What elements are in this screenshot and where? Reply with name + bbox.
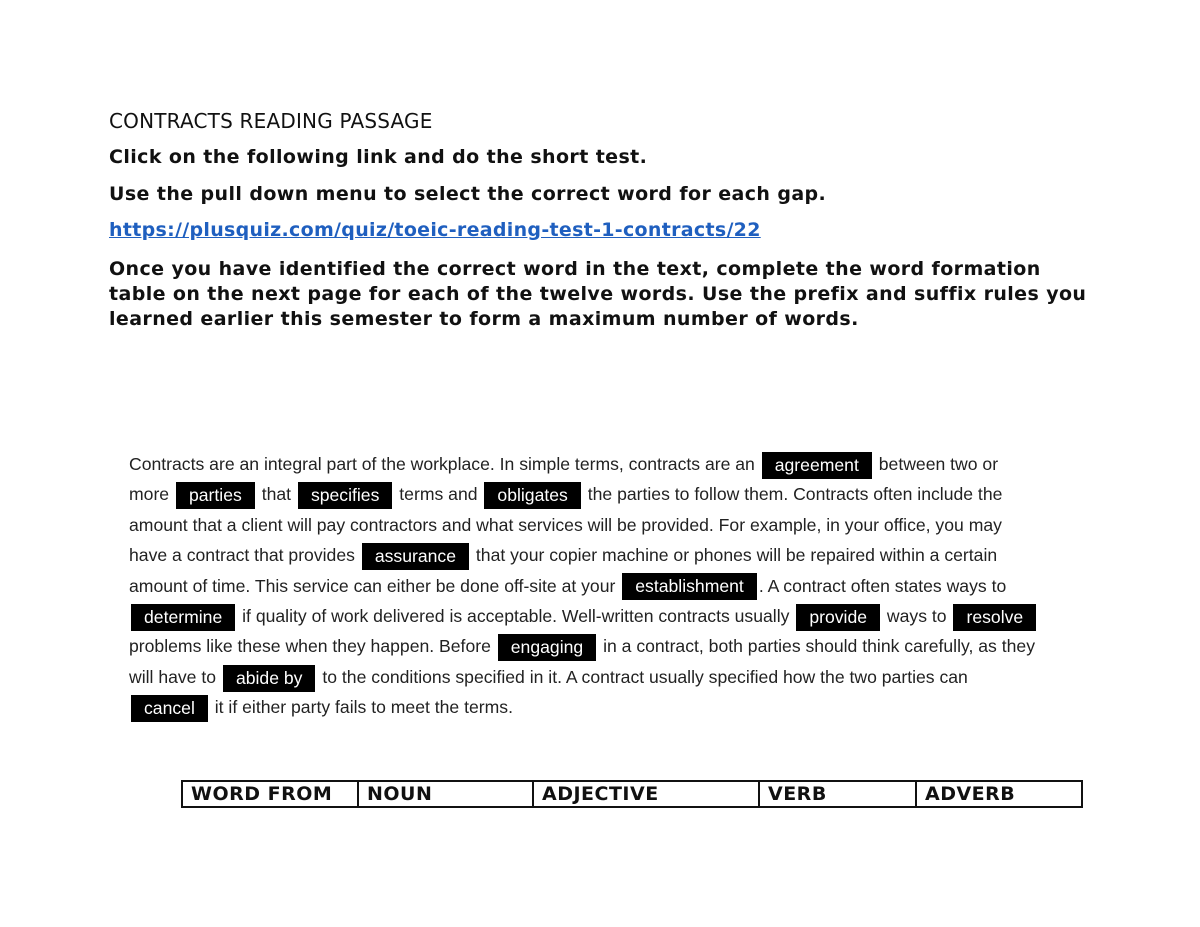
gap-select-specifies[interactable]: specifies bbox=[298, 482, 392, 509]
gap-select-resolve[interactable]: resolve bbox=[953, 604, 1036, 631]
passage-text: Contracts are an integral part of the workplace. In simple terms, contracts are an bbox=[129, 454, 755, 474]
passage-line bbox=[129, 540, 1094, 570]
instruction-click-link: Click on the following link and do the short test. bbox=[109, 146, 648, 168]
passage-text: if quality of work delivered is acceptable. Well-written contracts usually bbox=[242, 605, 790, 626]
gap-select-establishment[interactable]: establishment bbox=[622, 573, 757, 600]
passage-text: the parties to follow them. Contracts often include the bbox=[587, 484, 1003, 505]
column-header-word-from: WORD FROM bbox=[182, 781, 358, 807]
reading-passage bbox=[129, 449, 1094, 723]
word-formation-table bbox=[181, 780, 1083, 808]
column-header-verb: VERB bbox=[759, 781, 916, 807]
passage-text: ways to bbox=[886, 605, 947, 626]
passage-text: more bbox=[129, 484, 170, 505]
passage-text: amount that a client will pay contractors and what services will be provided. For example, in your office, you may bbox=[129, 514, 1002, 535]
passage-line bbox=[129, 479, 1094, 509]
passage-text: it if either party fails to meet the terms. bbox=[214, 697, 513, 718]
gap-select-determine[interactable]: determine bbox=[131, 604, 235, 631]
passage-text: that your copier machine or phones will be repaired within a certain bbox=[475, 545, 998, 566]
column-header-adjective: ADJECTIVE bbox=[533, 781, 759, 807]
passage-line bbox=[129, 571, 1094, 601]
instruction-pull-down: Use the pull down menu to select the correct word for each gap. bbox=[109, 183, 827, 205]
passage-text: in a contract, both parties should think carefully, as they bbox=[603, 636, 1035, 657]
gap-select-parties[interactable]: parties bbox=[176, 482, 255, 509]
gap-select-engaging[interactable]: engaging bbox=[498, 634, 596, 661]
passage-line bbox=[129, 662, 1094, 692]
passage-text: terms and bbox=[399, 484, 478, 505]
passage-text: have a contract that provides bbox=[129, 545, 355, 566]
gap-select-agreement[interactable]: agreement bbox=[762, 452, 872, 479]
gap-select-provide[interactable]: provide bbox=[796, 604, 880, 631]
passage-text: to the conditions specified in it. A contract usually specified how the two parties can bbox=[322, 666, 968, 687]
passage-text: that bbox=[261, 484, 292, 505]
gap-select-cancel[interactable]: cancel bbox=[131, 695, 208, 722]
passage-line bbox=[129, 631, 1094, 661]
gap-select-abide-by[interactable]: abide by bbox=[223, 665, 316, 692]
passage-line bbox=[129, 692, 1094, 722]
column-header-adverb: ADVERB bbox=[916, 781, 1082, 807]
passage-line bbox=[129, 601, 1094, 631]
passage-text: . A contract often states ways to bbox=[758, 575, 1007, 596]
gap-select-assurance[interactable]: assurance bbox=[362, 543, 469, 570]
page-title: CONTRACTS READING PASSAGE bbox=[109, 109, 433, 133]
passage-text: problems like these when they happen. Before bbox=[129, 636, 491, 657]
passage-line bbox=[129, 510, 1094, 540]
passage-line bbox=[129, 449, 1094, 479]
quiz-link[interactable]: https://plusquiz.com/quiz/toeic-reading-test-1-contracts/22 bbox=[109, 219, 761, 241]
passage-text: will have to bbox=[129, 666, 217, 687]
passage-text: between two or bbox=[878, 454, 999, 474]
table-header-row bbox=[182, 781, 1082, 807]
instruction-paragraph: Once you have identified the correct word in the text, complete the word formation table on the next page for each of the twelve words. Use the prefix and suffix rules you learned earlier this semester to form a maximum number of words. bbox=[109, 258, 1087, 330]
column-header-noun: NOUN bbox=[358, 781, 533, 807]
passage-text: amount of time. This service can either be done off-site at your bbox=[129, 575, 616, 596]
gap-select-obligates[interactable]: obligates bbox=[484, 482, 580, 509]
